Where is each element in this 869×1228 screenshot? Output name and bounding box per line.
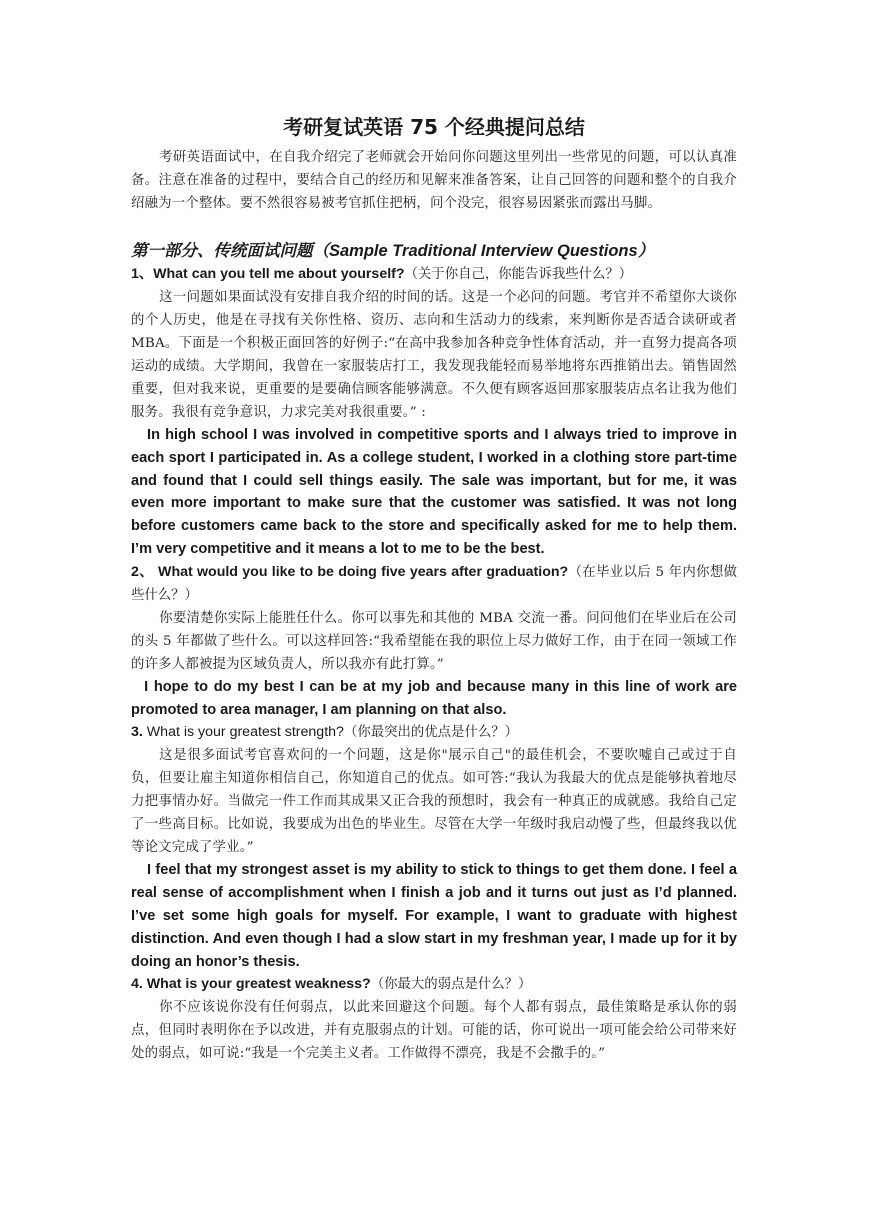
question-4 [131, 973, 737, 996]
question-english: What can you tell me about yourself? [153, 266, 405, 282]
question-english: What is your greatest strength? [146, 724, 344, 741]
explanation-4: 你不应该说你没有任何弱点，以此来回避这个问题。每个人都有弱点，最佳策略是承认你的弱点，但同时表明你在予以改进，并有克服弱点的计划。可能的话，你可说出一项可能会给公司带来好处的弱点，如可说:“我是一个完美主义者。工作做得不漂亮，我是不会撒手的。” [131, 1000, 737, 1062]
question-chinese: （在毕业以后 5 年内你想做些什么？） [131, 564, 737, 603]
section-heading: 第一部分、传统面试问题（Sample Traditional Interview Questions） [131, 242, 655, 260]
question-chinese: （你最大的弱点是什么？） [370, 977, 532, 993]
question-chinese: （关于你自己，你能告诉我些什么？） [404, 267, 633, 282]
question-number: 1、 [131, 266, 154, 282]
question-3 [131, 721, 737, 744]
answer-3: I feel that my strongest asset is my ability to stick to things to get them done. I feel a real sense of accomplishment when I finish a job and it turns out just as I’d planned. I’ve set some high goals for myself. For example, I want to graduate with highest distinction. And even though I had a slow start in my freshman year, I made up for it by doing an honor’s thesis. [131, 862, 737, 970]
explanation-3: 这是很多面试考官喜欢问的一个问题，这是你"展示自己"的最佳机会，不要吹嘘自己或过于自负，但要让雇主知道你相信自己，你知道自己的优点。如可答:“我认为我最大的优点是能够执着地尽力把事情办好。当做完一件工作而其成果又正合我的预想时，我会有一种真正的成就感。我给自己定了一些高目标。比如说，我要成为出色的毕业生。尽管在大学一年级时我启动慢了些，但最终我以优等论文完成了学业。” [131, 748, 737, 856]
question-chinese: （你最突出的优点是什么？） [343, 725, 519, 741]
question-english: What would you like to be doing five years after graduation? [158, 563, 569, 580]
question-number: 2、 [131, 563, 159, 580]
question-number: 4. [131, 976, 147, 993]
document-title: 考研复试英语 75 个经典提问总结 [283, 115, 585, 139]
question-2 [131, 561, 737, 607]
document-page [131, 112, 737, 1065]
answer-2: I hope to do my best I can be at my job and because many in this line of work are promoted to area manager, I am planning on that also. [131, 678, 737, 718]
explanation-1: 这一问题如果面试没有安排自我介绍的时间的话。这是一个必问的问题。考官并不希望你大谈你的个人历史，他是在寻找有关你性格、资历、志向和生活动力的线索，来判断你是否适合读研或者 MBA。下面是一个积极正面回答的好例子:“在高中我参加各种竞争性体育活动，并一直努力提高各项运动的成绩。大学期间，我曾在一家服装店打工，我发现我能轻而易举地将东西推销出去。销售固然重要，但对我来说，更重要的是要确信顾客能够满意。不久便有顾客返回那家服装店点名让我为他们服务。我很有竞争意识，力求完美对我很重要。” : [131, 290, 737, 420]
intro-paragraph: 考研英语面试中，在自我介绍完了老师就会开始问你问题这里列出一些常见的问题，可以认真准备。注意在准备的过程中，要结合自己的经历和见解来准备答案，让自己回答的问题和整个的自我介绍融为一个整体。要不然很容易被考官抓住把柄，问个没完，很容易因紧张而露出马脚。 [131, 150, 737, 211]
question-1 [131, 263, 737, 286]
answer-1: In high school I was involved in competitive sports and I always tried to improve in each sport I participated in. As a college student, I worked in a clothing store part-time and found that I could sell things easily. The sale was important, but for me, it was even more important to make sure that the customer was satisfied. It was not long before customers came back to the store and specifically asked for me to help them. I’m very competitive and it means a lot to me to be the best. [131, 427, 737, 557]
question-english: What is your greatest weakness? [146, 976, 371, 993]
question-number: 3. [131, 724, 147, 741]
explanation-2: 你要清楚你实际上能胜任什么。你可以事先和其他的 MBA 交流一番。问问他们在毕业后在公司的头 5 年都做了些什么。可以这样回答:“我希望能在我的职位上尽力做好工作，由于在同一领域工作的许多人都被提为区域负责人，所以我亦有此打算。” [131, 610, 737, 672]
